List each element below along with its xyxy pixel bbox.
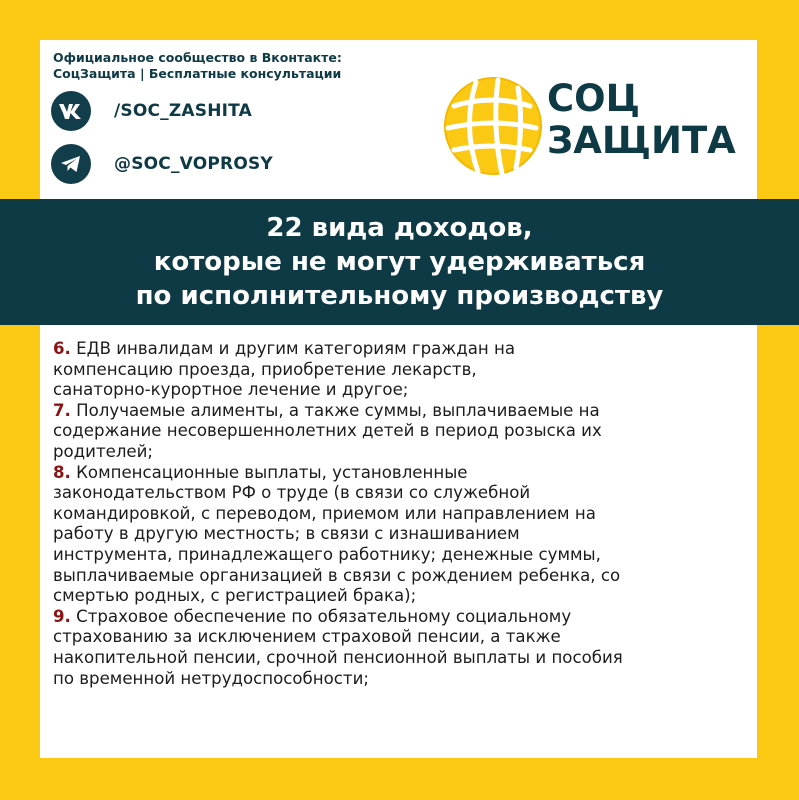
brand-name <box>547 78 736 162</box>
vk-handle: /SOC_ZASHITA <box>114 101 252 121</box>
telegram-link[interactable] <box>51 143 273 185</box>
item-number: 9. <box>53 606 71 626</box>
community-line-1: Официальное сообщество в Вконтакте: <box>53 50 342 65</box>
item-number: 6. <box>53 339 71 358</box>
income-list <box>53 339 763 689</box>
brand-line-1: СОЦ <box>547 77 640 120</box>
list-item <box>53 339 763 401</box>
list-item-line: накопительной пенсии, срочной пенсионной выплаты и пособия <box>53 647 623 667</box>
title-line-2: которые не могут удерживаться <box>153 247 646 277</box>
list-item-line: компенсацию проезда, приобретение лекарств, <box>53 359 477 379</box>
list-item-line: содержание несовершеннолетних детей в период розыска их <box>53 421 602 441</box>
list-item-line: страхованию за исключением страховой пенсии, а также <box>53 627 561 647</box>
brand-line-2: ЗАЩИТА <box>547 119 736 162</box>
list-item <box>53 607 763 689</box>
vk-icon <box>51 91 91 131</box>
community-info <box>53 50 433 82</box>
list-item-line: законодательством РФ о труде (в связи со служебной <box>53 483 531 503</box>
list-item-line: командировкой, с переводом, приемом или направлением на <box>53 503 596 523</box>
list-item-line: 6. ЕДВ инвалидам и другим категориям граждан на <box>53 339 516 358</box>
list-item-line: 9. Страховое обеспечение по обязательному социальному <box>53 606 572 626</box>
list-item-line: выплачиваемые организацией в связи с рождением ребенка, со <box>53 565 621 585</box>
item-number: 7. <box>53 400 71 420</box>
telegram-handle: @SOC_VOPROSY <box>114 154 273 174</box>
list-item <box>53 401 763 463</box>
vk-link[interactable] <box>51 90 252 132</box>
item-number: 8. <box>53 462 71 482</box>
list-item-line: инструмента, принадлежащего работнику; денежные суммы, <box>53 544 601 564</box>
list-item-line: смертью родных, с регистрацией брака); <box>53 586 417 606</box>
title-line-3: по исполнительному производству <box>135 281 664 311</box>
telegram-icon <box>51 144 91 184</box>
list-item-line: 8. Компенсационные выплаты, установленные <box>53 462 468 482</box>
title-banner <box>0 199 799 325</box>
list-item <box>53 463 763 607</box>
list-item-line: работу в другую местность; в связи с изнашиванием <box>53 524 520 544</box>
list-item-line: по временной нетрудоспособности; <box>53 668 369 688</box>
list-item-line: 7. Получаемые алименты, а также суммы, выплачиваемые на <box>53 400 600 420</box>
title-line-1: 22 вида доходов, <box>266 213 533 243</box>
list-item-line: родителей; <box>53 441 154 461</box>
community-line-2: СоцЗащита | Бесплатные консультации <box>53 66 342 81</box>
list-item-line: санаторно-курортное лечение и другое; <box>53 380 409 400</box>
